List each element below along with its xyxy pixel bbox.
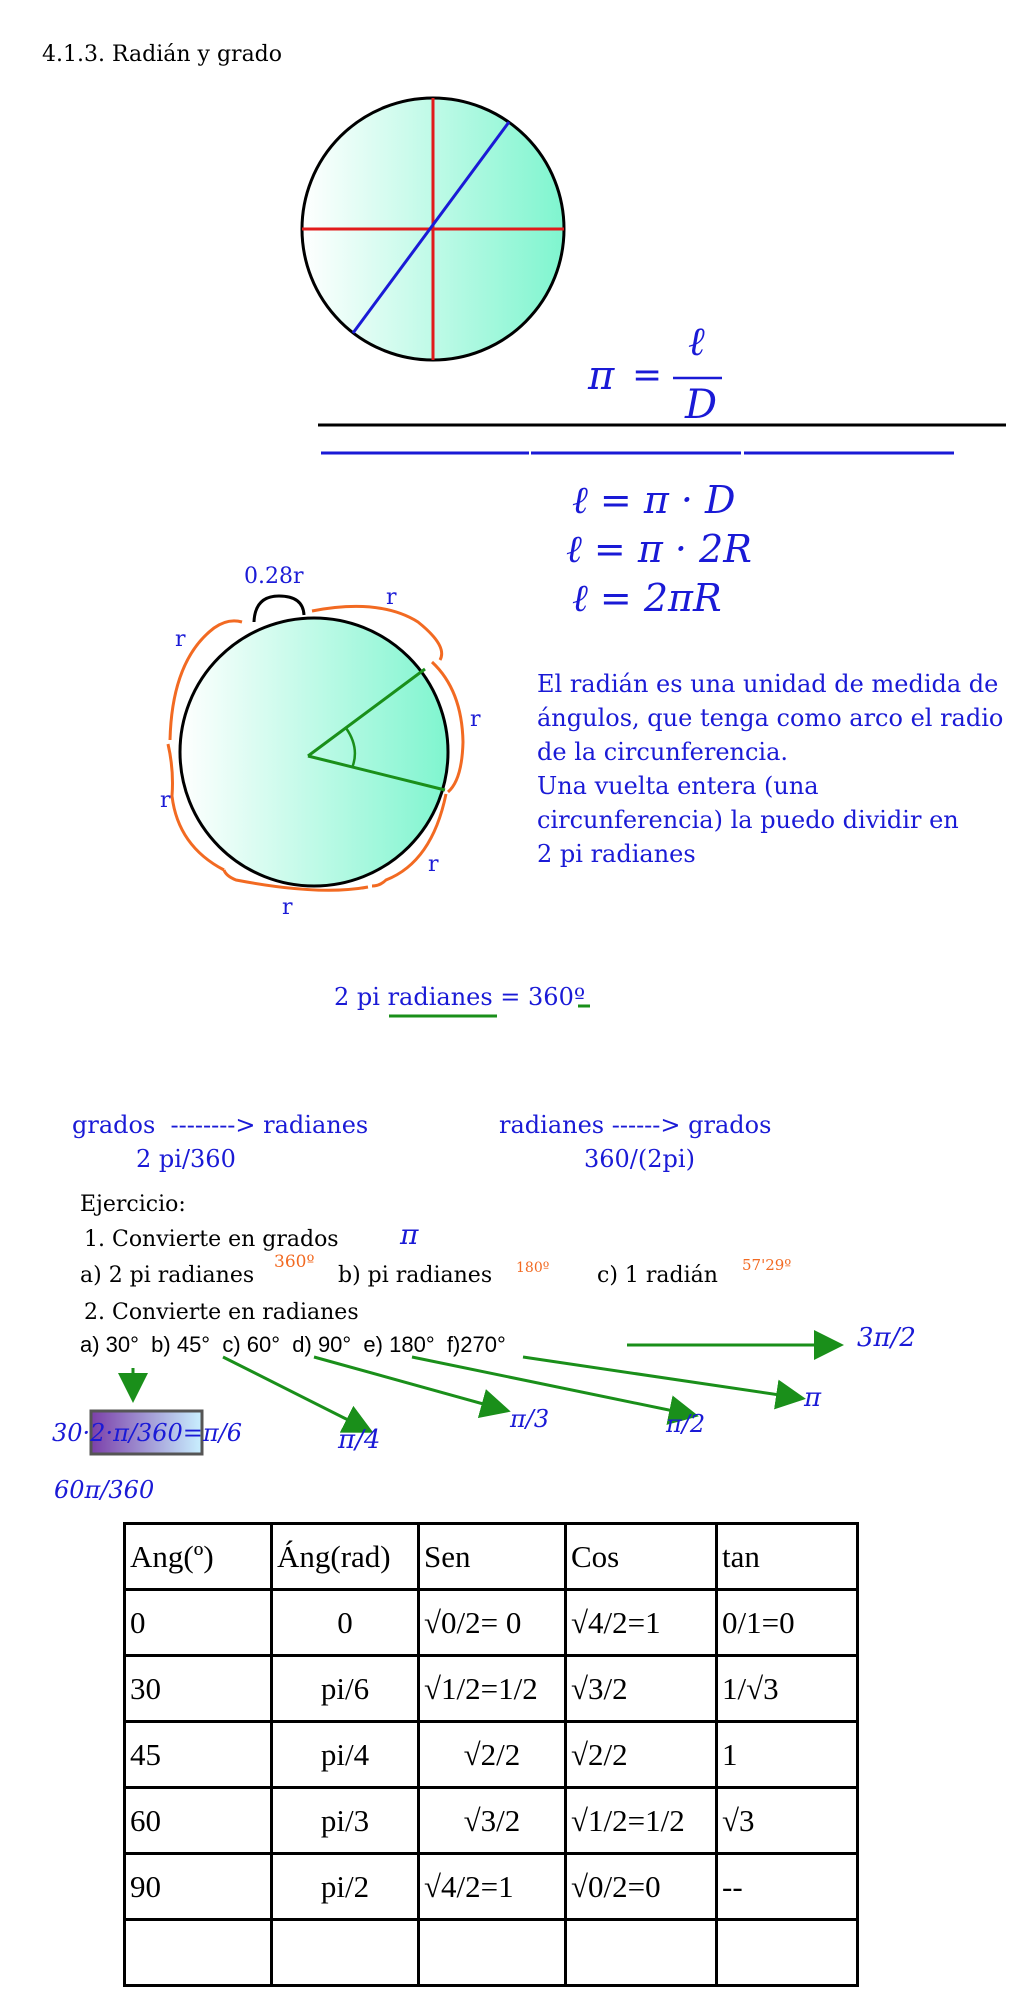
definition-line-4: Una vuelta entera (una [537,772,819,800]
cell-rad: pi/2 [272,1854,419,1920]
cell-tan: √3 [717,1788,858,1854]
cell-cos: √3/2 [566,1656,717,1722]
length-formula-1: ℓ = π · D [572,478,736,522]
table-header-row [125,1524,858,1590]
definition-line-5: circunferencia) la puedo dividir en [537,806,959,834]
exercise-part-b: b) pi radianes [338,1263,493,1288]
answer-b: π/4 [338,1425,381,1455]
definition-line-6: 2 pi radianes [537,840,696,868]
exercise-part-c: c) 1 radián [597,1263,718,1288]
cell-tan [717,1920,858,1986]
cell-rad: 0 [272,1590,419,1656]
exercise-item-2: 2. Convierte en radianes [84,1300,359,1325]
equivalence-statement: 2 pi radianes = 360º [334,983,586,1011]
cell-sen: √2/2 [419,1722,566,1788]
arrow-d [412,1357,693,1415]
arrow-e [523,1357,800,1398]
table-row [125,1656,858,1722]
arc-label-top-left: r [175,627,186,652]
header-ang-deg: Ang(º) [125,1524,272,1590]
cell-deg: 90 [125,1854,272,1920]
cell-cos: √1/2=1/2 [566,1788,717,1854]
cell-tan: 1/√3 [717,1656,858,1722]
cell-rad: pi/3 [272,1788,419,1854]
small-arc-label: 0.28r [244,564,304,589]
radian-circle-figure [168,596,463,890]
definition-line-2: ángulos, que tenga como arco el radio [537,704,1004,732]
rad-to-deg-factor: 360/(2pi) [584,1145,695,1173]
exercise-part-c-answer: 57'29º [742,1256,792,1274]
arc-label-right: r [470,707,481,732]
cell-sen: √1/2=1/2 [419,1656,566,1722]
length-formula-3: ℓ = 2πR [572,576,722,620]
header-tan: tan [717,1524,858,1590]
table-row [125,1920,858,1986]
rad-to-deg-label: radianes ------> grados [499,1111,772,1139]
table-row [125,1788,858,1854]
cell-deg: 60 [125,1788,272,1854]
arc-label-top: r [386,585,397,610]
cell-rad: pi/6 [272,1656,419,1722]
table-row [125,1722,858,1788]
cell-rad [272,1920,419,1986]
pi-equals: = [632,355,663,396]
exercise-part-b-answer: 180º [516,1260,550,1276]
header-ang-rad: Áng(rad) [272,1524,419,1590]
arrow-c [314,1357,505,1410]
cell-tan: 1 [717,1722,858,1788]
arc-label-bottom: r [282,895,293,920]
arc-label-left: r [160,788,171,813]
deg-to-rad-label: grados --------> radianes [72,1111,369,1139]
header-cos: Cos [566,1524,717,1590]
exercise-part-a: a) 2 pi radianes [80,1263,255,1288]
cell-cos: √2/2 [566,1722,717,1788]
table-row [125,1854,858,1920]
definition-line-3: de la circunferencia. [537,738,789,766]
cell-sen: √0/2= 0 [419,1590,566,1656]
cell-tan: -- [717,1854,858,1920]
exercise-item-1-note: π [400,1218,419,1251]
arrow-b [223,1357,368,1430]
exercise-item-1: 1. Convierte en grados [84,1227,339,1252]
cell-deg [125,1920,272,1986]
header-sen: Sen [419,1524,566,1590]
answer-e: π [804,1383,822,1413]
exercise-item-2-parts: a) 30° b) 45° c) 60° d) 90° e) 180° f)270° [80,1332,506,1357]
answer-c: π/3 [510,1405,550,1433]
work-line: 30·2·π/360=π/6 [52,1419,242,1447]
trig-table [123,1522,859,1987]
cell-cos: √4/2=1 [566,1590,717,1656]
pi-symbol: π [588,353,615,399]
section-title: 4.1.3. Radián y grado [42,42,283,67]
pi-numerator: ℓ [688,319,705,365]
cell-deg: 30 [125,1656,272,1722]
answer-f: 3π/2 [857,1323,916,1353]
answer-d: π/2 [666,1410,706,1438]
cell-cos: √0/2=0 [566,1854,717,1920]
cell-deg: 45 [125,1722,272,1788]
definition-line-1: El radián es una unidad de medida de [537,670,999,698]
cell-tan: 0/1=0 [717,1590,858,1656]
cell-sen [419,1920,566,1986]
exercise-heading: Ejercicio: [80,1192,186,1217]
table-row [125,1590,858,1656]
cell-cos [566,1920,717,1986]
work-line-2: 60π/360 [54,1476,155,1504]
cell-deg: 0 [125,1590,272,1656]
cell-sen: √4/2=1 [419,1854,566,1920]
pi-denominator: D [685,382,718,428]
cell-sen: √3/2 [419,1788,566,1854]
exercise-part-a-answer: 360º [274,1252,315,1272]
circle-diameters-figure [302,98,564,360]
deg-to-rad-factor: 2 pi/360 [136,1145,236,1173]
cell-rad: pi/4 [272,1722,419,1788]
arc-label-bottom-right: r [428,852,439,877]
length-formula-2: ℓ = π · 2R [566,527,752,571]
